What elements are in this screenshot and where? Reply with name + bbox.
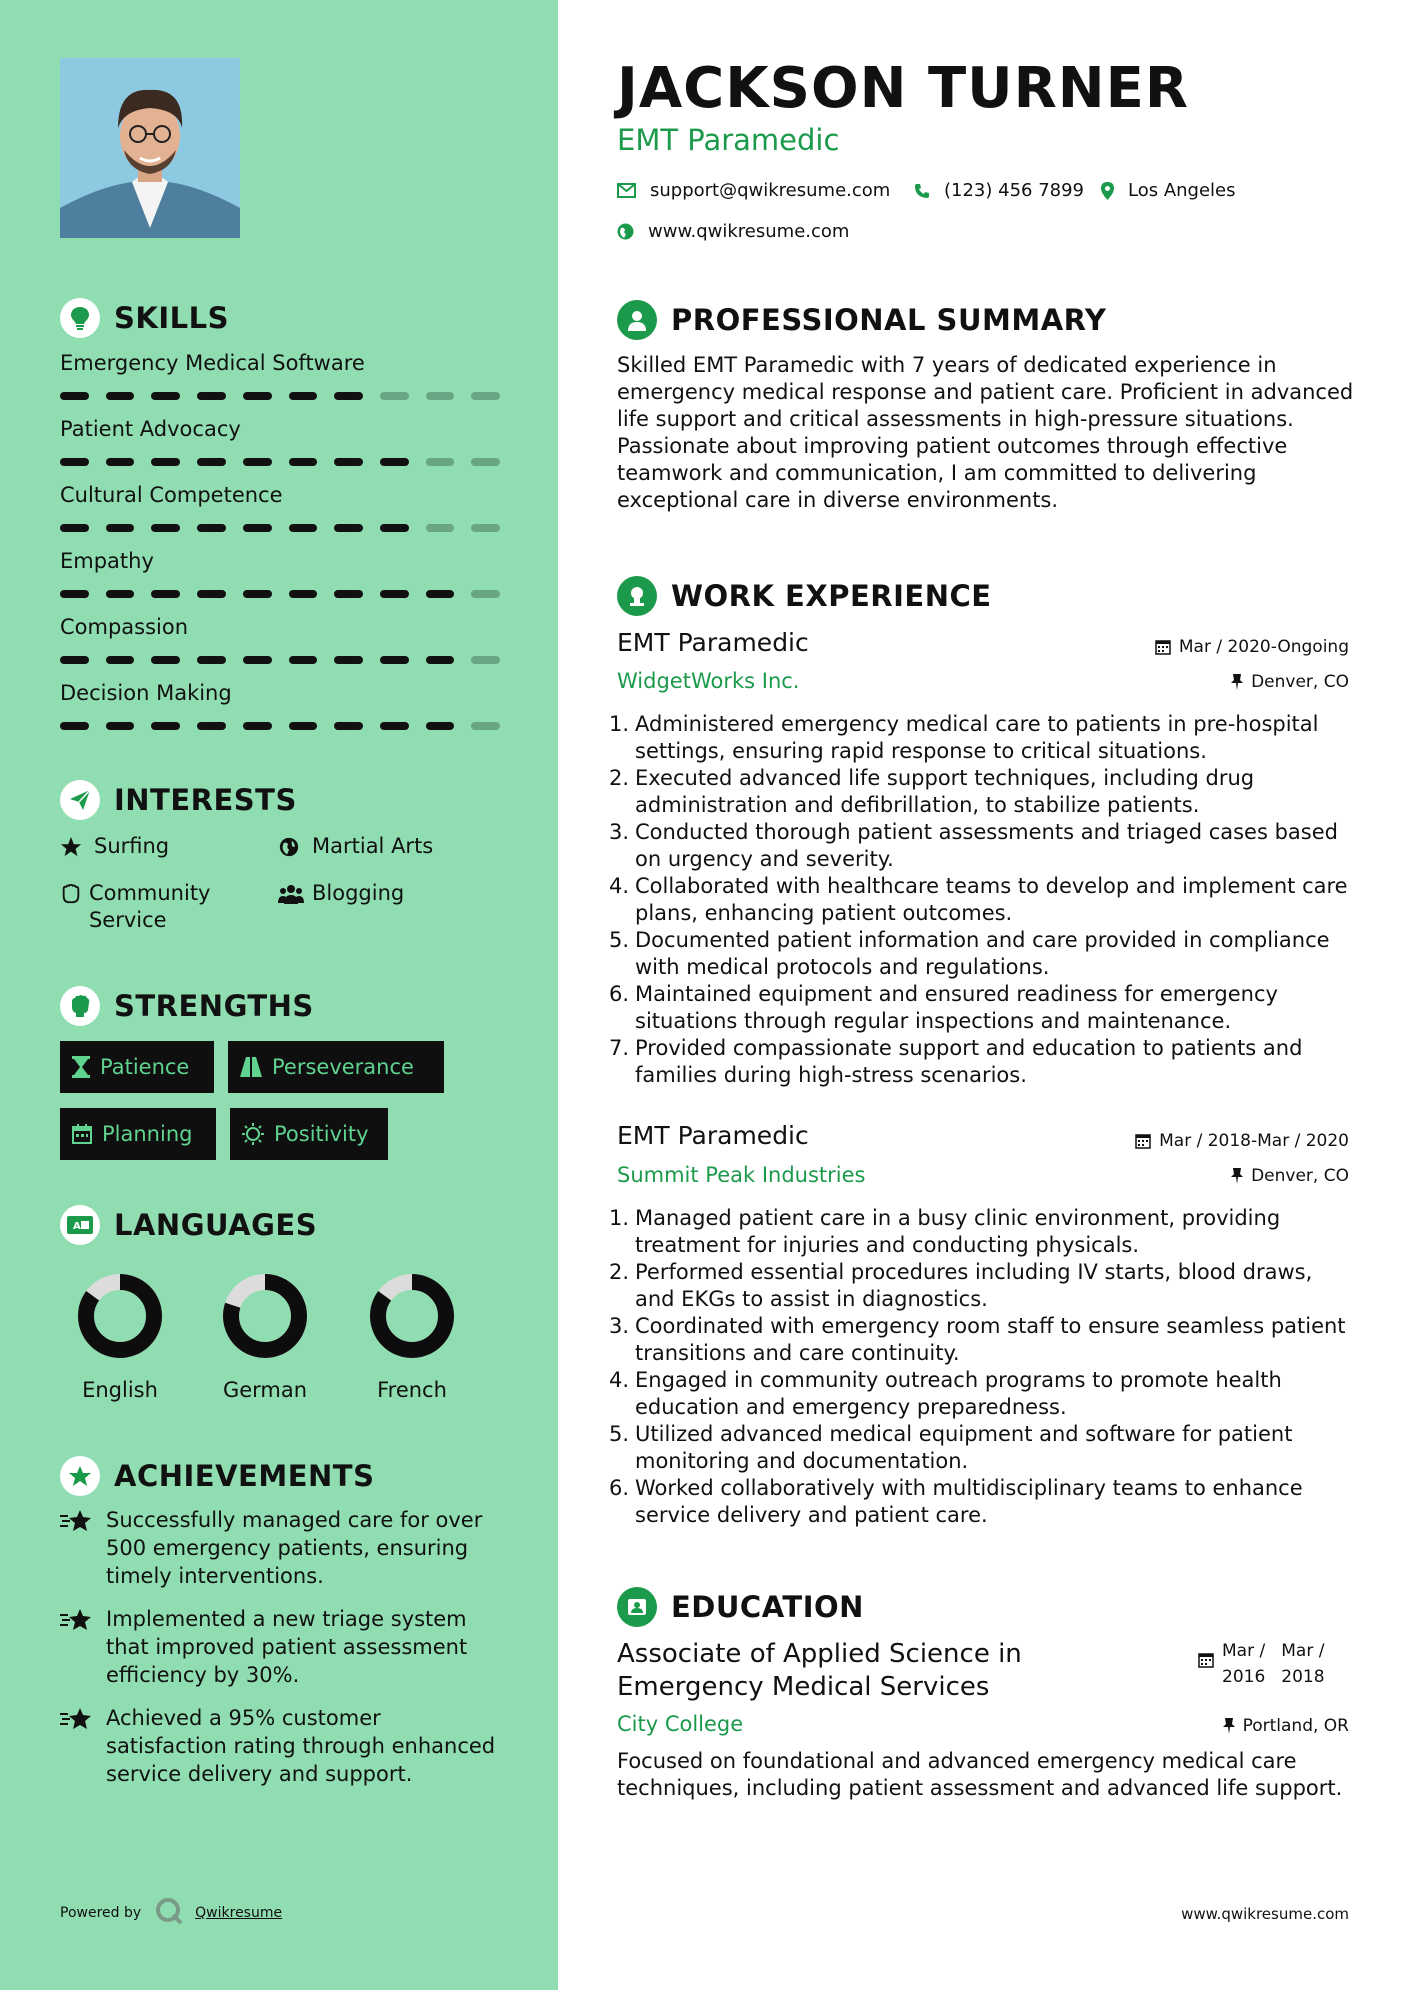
job-title: EMT Paramedic (617, 1121, 809, 1150)
skill-level-dash (334, 656, 363, 664)
interests-section-title (60, 780, 297, 820)
skill-level-dash (289, 590, 318, 598)
achievement-item (60, 1506, 500, 1590)
interest-item (60, 880, 260, 934)
skill-level-meter (60, 458, 500, 466)
responsibility-item: Executed advanced life support techniques, including drug administration and defibrillation, to stabilize patients. (635, 766, 1255, 817)
lightbulb-icon (60, 298, 100, 338)
skill-level-dash (243, 392, 272, 400)
skill-level-dash (289, 392, 318, 400)
skill-level-dash (380, 458, 409, 466)
calendar-icon (1135, 1133, 1151, 1149)
education-heading: EDUCATION (671, 1590, 864, 1624)
interest-item (278, 880, 404, 907)
pin-icon (1231, 674, 1243, 690)
interest-label: Community Service (88, 881, 211, 932)
job-responsibilities (617, 711, 1357, 1089)
job-dates-text: Mar / 2020-Ongoing (1178, 637, 1349, 657)
calendar-icon (72, 1124, 92, 1144)
skill-level-dash (471, 590, 500, 598)
pin-icon (1223, 1718, 1235, 1734)
job-responsibilities (617, 1205, 1357, 1529)
job-company: WidgetWorks Inc. (617, 669, 800, 693)
briefcase-icon (617, 576, 657, 616)
education-dates (1198, 1638, 1341, 1690)
skill-level-dash (380, 392, 409, 400)
skill-name: Emergency Medical Software (60, 351, 365, 375)
responsibility-item: Coordinated with emergency room staff to ensure seamless patient transitions and care continuity. (635, 1314, 1346, 1365)
skill-level-dash (197, 458, 226, 466)
skill-level-meter (60, 656, 500, 664)
pin-icon (1231, 1168, 1243, 1184)
skill-level-dash (334, 590, 363, 598)
star-icon (60, 833, 90, 858)
footer-website[interactable]: www.qwikresume.com (1181, 1905, 1349, 1923)
strength-label: Perseverance (272, 1055, 414, 1079)
skill-level-dash (60, 458, 89, 466)
skill-item (60, 548, 500, 598)
end-month: Mar / (1281, 1641, 1325, 1661)
languages-heading: LANGUAGES (114, 1208, 318, 1242)
language-item (60, 1272, 180, 1402)
skill-level-dash (106, 458, 135, 466)
globe-icon (278, 833, 308, 858)
language-proficiency-ring (221, 1272, 309, 1360)
summary-heading: PROFESSIONAL SUMMARY (671, 303, 1107, 337)
skill-level-dash (334, 722, 363, 730)
award-star-icon (60, 1456, 100, 1496)
responsibility-item: Provided compassionate support and education to patients and families during high-stress scenarios. (635, 1036, 1303, 1087)
skill-level-dash (380, 722, 409, 730)
skill-level-dash (289, 656, 318, 664)
star-speed-icon (60, 1704, 106, 1736)
responsibility-item: Performed essential procedures including IV starts, blood draws, and EKGs to assist in diagnostics. (635, 1260, 1313, 1311)
contact-location (1101, 180, 1236, 201)
language-proficiency-ring (368, 1272, 456, 1360)
interest-label: Blogging (312, 881, 405, 905)
skill-name: Empathy (60, 549, 154, 573)
skill-level-dash (60, 590, 89, 598)
responsibility-item: Engaged in community outreach programs to promote health education and emergency preparedness. (635, 1368, 1282, 1419)
qwikresume-link[interactable]: Qwikresume (195, 1905, 283, 1921)
experience-section-title (617, 576, 992, 616)
skill-level-dash (471, 524, 500, 532)
skill-level-dash (334, 392, 363, 400)
achievement-text: Implemented a new triage system that improved patient assessment efficiency by 30%. (106, 1607, 468, 1687)
language-name: German (222, 1378, 308, 1402)
job-dates-text: Mar / 2018-Mar / 2020 (1159, 1131, 1349, 1151)
job-location (1231, 1166, 1349, 1186)
skill-level-dash (151, 458, 180, 466)
contact-website (617, 221, 849, 242)
skill-level-dash (106, 656, 135, 664)
interest-item (60, 833, 169, 860)
skill-name: Decision Making (60, 681, 232, 705)
skill-level-dash (151, 722, 180, 730)
skill-level-dash (60, 524, 89, 532)
skill-level-meter (60, 524, 500, 532)
education-location (1223, 1716, 1349, 1736)
education-section-title (617, 1587, 864, 1627)
skill-level-dash (151, 392, 180, 400)
paper-plane-icon (60, 780, 100, 820)
candidate-name: JACKSON TURNER (617, 56, 1190, 121)
star-speed-icon (60, 1506, 106, 1538)
skills-heading: SKILLS (114, 301, 229, 335)
responsibility-item: Administered emergency medical care to patients in pre-hospital settings, ensuring rapid response to critical situations. (635, 712, 1319, 763)
start-month: Mar / (1222, 1641, 1266, 1661)
skill-level-dash (426, 458, 455, 466)
strength-badge (228, 1041, 444, 1093)
skill-level-dash (106, 524, 135, 532)
responsibility-item: Utilized advanced medical equipment and software for patient monitoring and documentation. (635, 1422, 1293, 1473)
skill-level-dash (151, 656, 180, 664)
skill-level-dash (197, 656, 226, 664)
road-icon (240, 1057, 262, 1077)
language-name: French (377, 1378, 447, 1402)
skill-level-dash (289, 524, 318, 532)
language-item (205, 1272, 325, 1402)
skill-level-meter (60, 590, 500, 598)
skill-level-dash (471, 722, 500, 730)
job-title: EMT Paramedic (617, 628, 809, 657)
job-company: Summit Peak Industries (617, 1163, 866, 1187)
skill-level-dash (471, 392, 500, 400)
sidebar (0, 0, 558, 1990)
user-icon (617, 300, 657, 340)
skill-level-dash (151, 524, 180, 532)
skill-level-meter (60, 392, 500, 400)
job-location-text: Denver, CO (1251, 1166, 1349, 1186)
svg-text:A: A (73, 1221, 81, 1232)
phone-icon (914, 183, 930, 199)
contact-email (617, 180, 890, 201)
skill-level-dash (106, 392, 135, 400)
skill-item (60, 350, 500, 400)
skill-level-dash (197, 392, 226, 400)
skill-level-dash (380, 524, 409, 532)
school-name: City College (617, 1712, 744, 1736)
education-location-text: Portland, OR (1242, 1716, 1349, 1736)
phone-text: (123) 456 7899 (944, 180, 1085, 201)
end-year: 2018 (1281, 1667, 1325, 1687)
education-start (1222, 1638, 1265, 1690)
skill-level-dash (334, 524, 363, 532)
achievement-text: Successfully managed care for over 500 emergency patients, ensuring timely interventions. (106, 1508, 483, 1588)
calendar-icon (1198, 1652, 1214, 1668)
skill-level-dash (243, 458, 272, 466)
powered-label: Powered by (60, 1905, 142, 1921)
strength-label: Positivity (274, 1122, 369, 1146)
achievement-item (60, 1704, 500, 1788)
experience-heading: WORK EXPERIENCE (671, 579, 992, 613)
skill-level-dash (60, 656, 89, 664)
skill-level-dash (426, 722, 455, 730)
degree-title: Associate of Applied Science in Emergency Medical Services (617, 1639, 1022, 1702)
job-location-text: Denver, CO (1251, 672, 1349, 692)
skill-level-dash (243, 590, 272, 598)
start-year: 2016 (1222, 1667, 1266, 1687)
education-description: Focused on foundational and advanced emergency medical care techniques, including patient assessment and advanced life support. (617, 1749, 1343, 1800)
hourglass-icon (72, 1056, 90, 1078)
location-text: Los Angeles (1128, 180, 1236, 201)
skill-item (60, 416, 500, 466)
globe-icon (617, 223, 634, 240)
responsibility-item: Documented patient information and care provided in compliance with medical protocols and regulations. (635, 928, 1330, 979)
languages-section-title (60, 1205, 317, 1245)
language-icon (60, 1205, 100, 1245)
star-speed-icon (60, 1605, 106, 1637)
skill-level-meter (60, 722, 500, 730)
achievement-text: Achieved a 95% customer satisfaction rating through enhanced service delivery and support. (106, 1706, 496, 1786)
skill-level-dash (60, 392, 89, 400)
strengths-heading: STRENGTHS (114, 989, 314, 1023)
skill-level-dash (380, 590, 409, 598)
powered-by (60, 1897, 282, 1929)
interest-label: Martial Arts (312, 834, 434, 858)
graduation-icon (617, 1587, 657, 1627)
users-icon (278, 880, 308, 905)
achievement-item (60, 1605, 500, 1689)
skill-level-dash (151, 590, 180, 598)
skill-level-dash (380, 656, 409, 664)
skill-level-dash (197, 524, 226, 532)
skill-name: Compassion (60, 615, 189, 639)
sun-icon (242, 1123, 264, 1145)
skill-level-dash (289, 458, 318, 466)
skill-name: Patient Advocacy (60, 417, 241, 441)
skill-level-dash (471, 656, 500, 664)
skill-level-dash (471, 458, 500, 466)
strength-badge (60, 1041, 214, 1093)
calendar-icon (1155, 639, 1171, 655)
responsibility-item: Collaborated with healthcare teams to develop and implement care plans, enhancing patient outcomes. (635, 874, 1348, 925)
interests-heading: INTERESTS (114, 783, 297, 817)
fist-icon (60, 986, 100, 1026)
job-location (1231, 672, 1349, 692)
skill-level-dash (426, 392, 455, 400)
skills-section-title (60, 298, 229, 338)
interest-item (278, 833, 433, 860)
responsibility-item: Managed patient care in a busy clinic environment, providing treatment for injuries and conducting physicals. (635, 1206, 1281, 1257)
education-end (1281, 1638, 1324, 1690)
language-proficiency-ring (76, 1272, 164, 1360)
skill-level-dash (106, 590, 135, 598)
skill-level-dash (60, 722, 89, 730)
candidate-role: EMT Paramedic (617, 123, 840, 157)
map-pin-icon (1101, 182, 1114, 200)
skill-level-dash (243, 524, 272, 532)
contact-phone (914, 180, 1084, 201)
website-text[interactable]: www.qwikresume.com (648, 221, 850, 242)
strength-badge (230, 1108, 388, 1160)
skill-item (60, 680, 500, 730)
strength-label: Patience (100, 1055, 190, 1079)
envelope-icon (617, 183, 636, 198)
job-dates (1135, 1131, 1349, 1151)
skill-level-dash (334, 458, 363, 466)
skill-level-dash (106, 722, 135, 730)
skill-level-dash (243, 656, 272, 664)
email-text[interactable]: support@qwikresume.com (650, 180, 891, 201)
interest-label: Surfing (94, 834, 170, 858)
achievements-section-title (60, 1456, 374, 1496)
responsibility-item: Conducted thorough patient assessments and triaged cases based on urgency and severity. (635, 820, 1338, 871)
responsibility-item: Worked collaboratively with multidisciplinary teams to enhance service delivery and patient care. (635, 1476, 1303, 1527)
hand-icon (60, 880, 85, 905)
skill-level-dash (426, 656, 455, 664)
summary-section-title (617, 300, 1106, 340)
qwikresume-logo-icon (155, 1897, 183, 1929)
skill-name: Cultural Competence (60, 483, 283, 507)
responsibility-item: Maintained equipment and ensured readiness for emergency situations through regular inspections and maintenance. (635, 982, 1278, 1033)
skill-level-dash (426, 524, 455, 532)
skill-level-dash (289, 722, 318, 730)
language-item (352, 1272, 472, 1402)
language-name: English (82, 1378, 158, 1402)
summary-text: Skilled EMT Paramedic with 7 years of dedicated experience in emergency medical response and patient care. Proficient in advanced life support and critical assessments in high-pressure situations. Passionate about improving patient outcomes through effective teamwork and communication, I am committed to delivering exceptional care in diverse environments. (617, 353, 1354, 512)
job-dates (1155, 637, 1349, 657)
profile-photo (60, 58, 240, 238)
skill-level-dash (197, 722, 226, 730)
strength-label: Planning (102, 1122, 193, 1146)
strengths-section-title (60, 986, 314, 1026)
skill-item (60, 614, 500, 664)
achievements-heading: ACHIEVEMENTS (114, 1459, 375, 1493)
skill-item (60, 482, 500, 532)
skill-level-dash (426, 590, 455, 598)
skill-level-dash (197, 590, 226, 598)
strength-badge (60, 1108, 216, 1160)
skill-level-dash (243, 722, 272, 730)
